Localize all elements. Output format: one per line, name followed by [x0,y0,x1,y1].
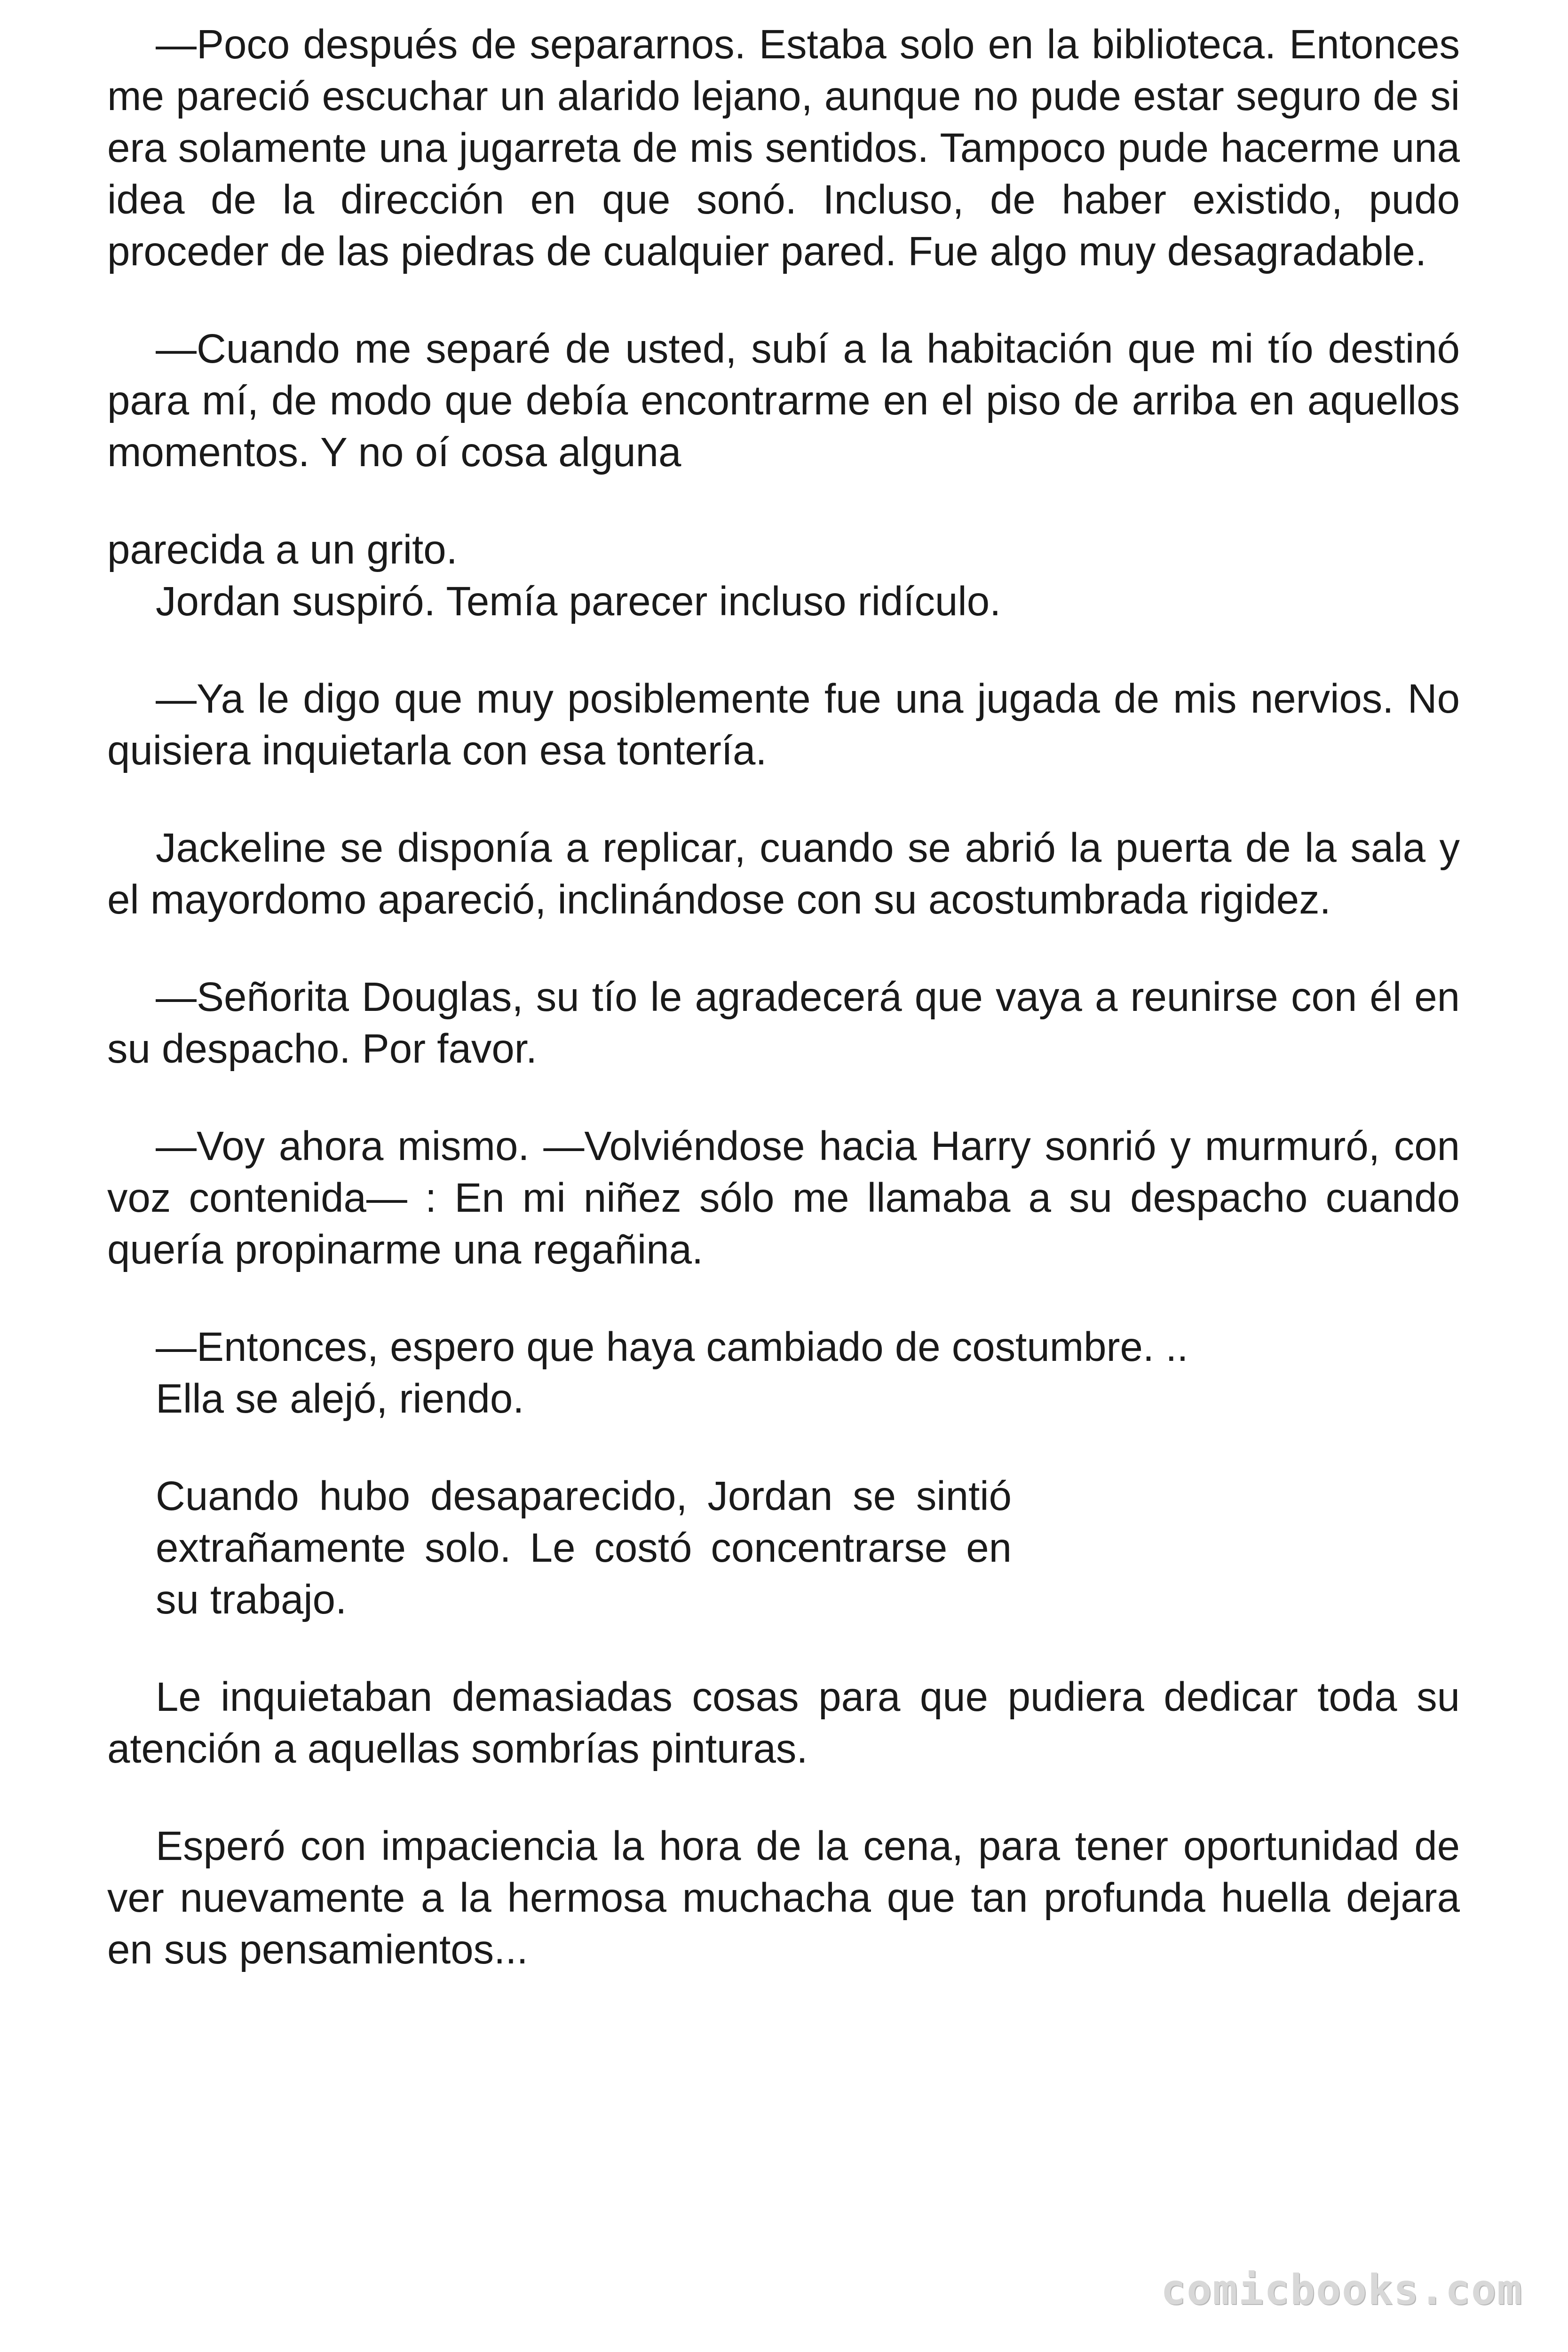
document-page [107,19,1460,2021]
paragraph-13: Esperó con impaciencia la hora de la cena, para tener oportunidad de ver nuevamente a la hermosa muchacha que tan profunda huella dejara en sus pensamientos... [107,1823,1460,1972]
paragraph-7: —Señorita Douglas, su tío le agradecerá que vaya a reunirse con él en su despacho. Por favor. [107,974,1460,1072]
paragraph-5: —Ya le digo que muy posiblemente fue una jugada de mis nervios. No quisiera inquietarla con esa tontería. [107,676,1460,773]
watermark-logo: comicbooks.com [1161,2265,1523,2314]
paragraph-3: parecida a un grito. [107,527,458,572]
paragraph-11: Cuando hubo desaparecido, Jordan se sintió extrañamente solo. Le costó concentrarse en su trabajo. [156,1473,1012,1622]
paragraph-12: Le inquietaban demasiadas cosas para que pudiera dedicar toda su atención a aquellas sombrías pinturas. [107,1674,1460,1772]
paragraph-9: —Entonces, espero que haya cambiado de costumbre. .. [156,1324,1188,1370]
paragraph-1: —Poco después de separarnos. Estaba solo en la biblioteca. Entonces me pareció escuchar un alarido lejano, aunque no pude estar seguro de si era solamente una jugarreta de mis sentidos. Tampoco pude hacerme una idea de la dirección en que sonó. Incluso, de haber existido, pudo proceder de las piedras de cualquier pared. Fue algo muy desagradable. [107,22,1460,274]
paragraph-10: Ella se alejó, riendo. [156,1376,524,1422]
paragraph-2: —Cuando me separé de usted, subí a la habitación que mi tío destinó para mí, de modo que debía encontrarme en el piso de arriba en aquellos momentos. Y no oí cosa alguna [107,326,1460,475]
paragraph-6: Jackeline se disponía a replicar, cuando se abrió la puerta de la sala y el mayordomo apareció, inclinándose con su acostumbrada rigidez. [107,825,1460,922]
paragraph-4: Jordan suspiró. Temía parecer incluso ridículo. [156,579,1001,624]
paragraph-8: —Voy ahora mismo. —Volviéndose hacia Harry sonrió y murmuró, con voz contenida— : En mi niñez sólo me llamaba a su despacho cuando quería propinarme una regañina. [107,1123,1460,1272]
